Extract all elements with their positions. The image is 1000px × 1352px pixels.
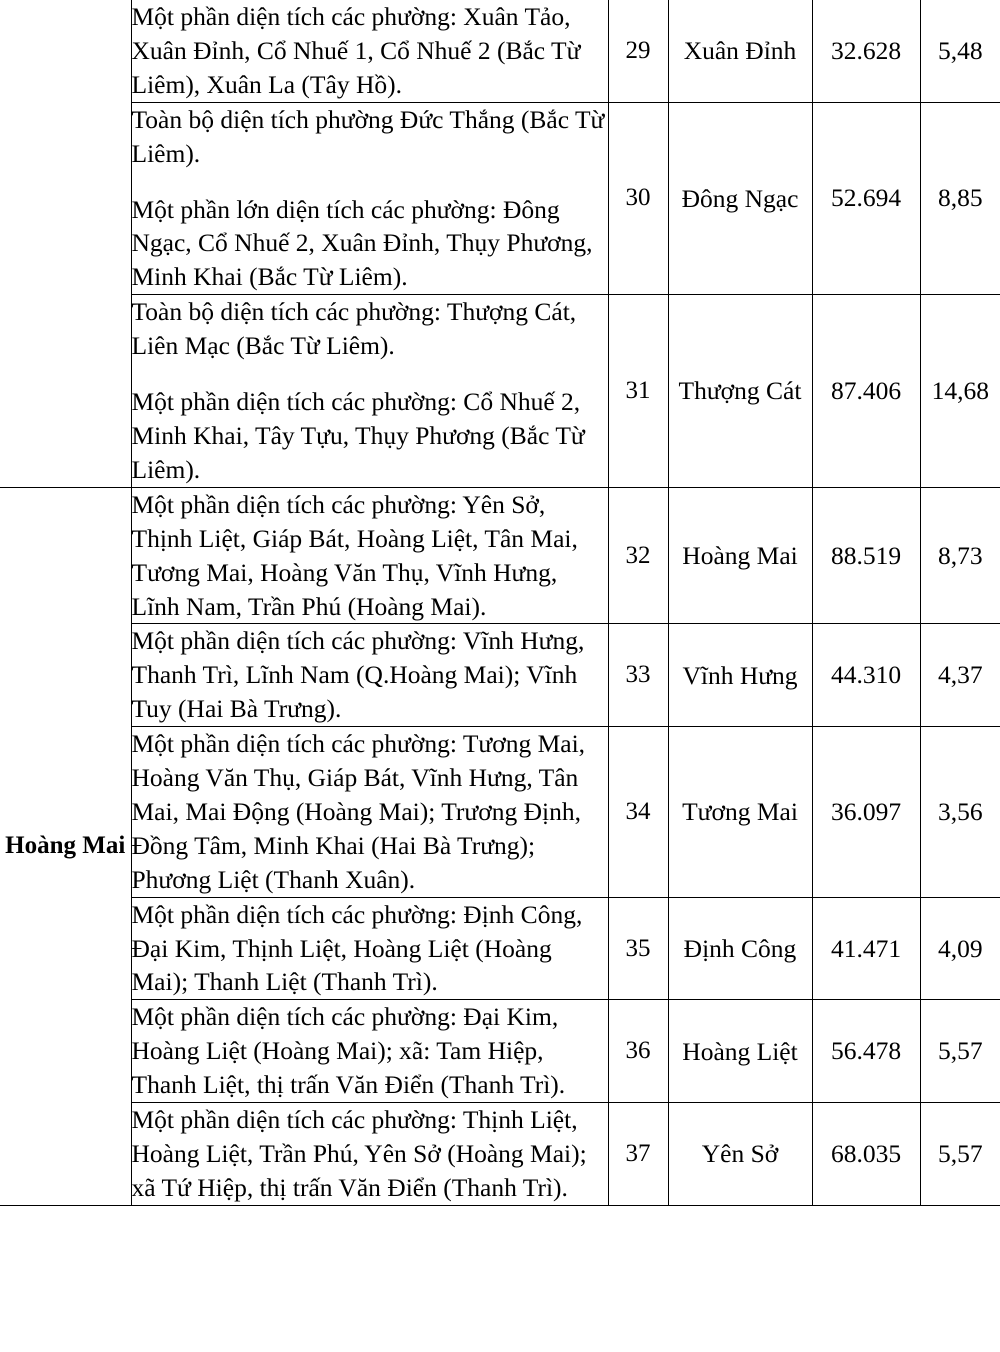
row-number-cell: 35 [608,897,668,1000]
unit-name-cell: Xuân Đỉnh [668,0,812,102]
population-cell: 32.628 [812,0,920,102]
area-cell: 4,37 [920,624,1000,727]
description-paragraph: Một phần lớn diện tích các phường: Đông Ngạc, Cổ Nhuế 2, Xuân Đỉnh, Thụy Phương, Minh Khai (Bắc Từ Liêm). [131,194,593,292]
unit-name-cell: Hoàng Mai [668,487,812,624]
description-paragraph: Một phần diện tích các phường: Tương Mai, Hoàng Văn Thụ, Giáp Bát, Vĩnh Hưng, Tân Mai, Mai Động (Hoàng Mai); Trương Định, Đồng Tâm, Minh Khai (Hai Bà Trưng); Phương Liệt (Thanh Xuân). [131,729,586,894]
row-number-cell: 33 [608,624,668,727]
unit-name-cell: Thượng Cát [668,295,812,488]
unit-name-cell: Tương Mai [668,727,812,898]
row-number-cell: 31 [608,295,668,488]
unit-name-cell: Vĩnh Hưng [668,624,812,727]
population-cell: 56.478 [812,1000,920,1103]
area-cell: 8,73 [920,487,1000,624]
row-number-cell: 36 [608,1000,668,1103]
description-paragraph: Một phần diện tích các phường: Vĩnh Hưng, Thanh Trì, Lĩnh Nam (Q.Hoàng Mai); Vĩnh Tuy (Hai Bà Trưng). [131,626,585,724]
description-paragraph: Toàn bộ diện tích phường Đức Thắng (Bắc Từ Liêm). [131,104,605,168]
population-cell: 44.310 [812,624,920,727]
row-number-cell: 30 [608,102,668,295]
description-cell [131,1000,608,1103]
row-number-cell: 32 [608,487,668,624]
unit-name-cell: Hoàng Liệt [668,1000,812,1103]
population-cell: 36.097 [812,727,920,898]
description-cell [131,487,608,624]
table-row [0,624,1000,727]
table-row [0,0,1000,102]
unit-name-cell: Đông Ngạc [668,102,812,295]
table-row [0,1000,1000,1103]
table-row [0,295,1000,488]
description-paragraph: Một phần diện tích các phường: Cổ Nhuế 2, Minh Khai, Tây Tựu, Thụy Phương (Bắc Từ Liêm). [131,387,585,484]
table-row [0,102,1000,295]
table-row [0,897,1000,1000]
table-row [0,727,1000,898]
unit-name-cell: Định Công [668,897,812,1000]
description-paragraph: Một phần diện tích các phường: Xuân Tảo, Xuân Đỉnh, Cổ Nhuế 1, Cổ Nhuế 2 (Bắc Từ Liêm), Xuân La (Tây Hồ). [131,2,581,99]
description-cell [131,727,608,898]
description-paragraph: Một phần diện tích các phường: Đại Kim, Hoàng Liệt (Hoàng Mai); xã: Tam Hiệp, Thanh Liệt, thị trấn Văn Điển (Thanh Trì). [131,1002,566,1100]
row-number-cell: 29 [608,0,668,102]
description-paragraph: Một phần diện tích các phường: Thịnh Liệt, Hoàng Liệt, Trần Phú, Yên Sở (Hoàng Mai); xã Tứ Hiệp, thị trấn Văn Điển (Thanh Trì). [131,1105,587,1202]
district-cell-empty [0,0,131,487]
population-cell: 52.694 [812,102,920,295]
description-paragraph: Một phần diện tích các phường: Định Công, Đại Kim, Thịnh Liệt, Hoàng Liệt (Hoàng Mai); Thanh Liệt (Thanh Trì). [131,899,583,997]
description-paragraph: Một phần diện tích các phường: Yên Sở, Thịnh Liệt, Giáp Bát, Hoàng Liệt, Tân Mai, Tương Mai, Hoàng Văn Thụ, Vĩnh Hưng, Lĩnh Nam, Trần Phú (Hoàng Mai). [131,489,578,621]
area-cell: 5,57 [920,1103,1000,1206]
area-cell: 3,56 [920,727,1000,898]
description-cell [131,897,608,1000]
area-cell: 14,68 [920,295,1000,488]
area-cell: 8,85 [920,102,1000,295]
population-cell: 87.406 [812,295,920,488]
population-cell: 88.519 [812,487,920,624]
area-cell: 4,09 [920,897,1000,1000]
area-cell: 5,57 [920,1000,1000,1103]
description-cell [131,0,608,102]
description-cell [131,624,608,727]
table-row [0,487,1000,624]
row-number-cell: 34 [608,727,668,898]
row-number-cell: 37 [608,1103,668,1206]
description-cell [131,102,608,295]
unit-name-cell: Yên Sở [668,1103,812,1206]
description-cell [131,295,608,488]
population-cell: 41.471 [812,897,920,1000]
description-cell [131,1103,608,1206]
district-cell: Hoàng Mai [0,487,131,1205]
population-cell: 68.035 [812,1103,920,1206]
description-paragraph: Toàn bộ diện tích các phường: Thượng Cát, Liên Mạc (Bắc Từ Liêm). [131,297,577,361]
area-cell: 5,48 [920,0,1000,102]
table-row [0,1103,1000,1206]
